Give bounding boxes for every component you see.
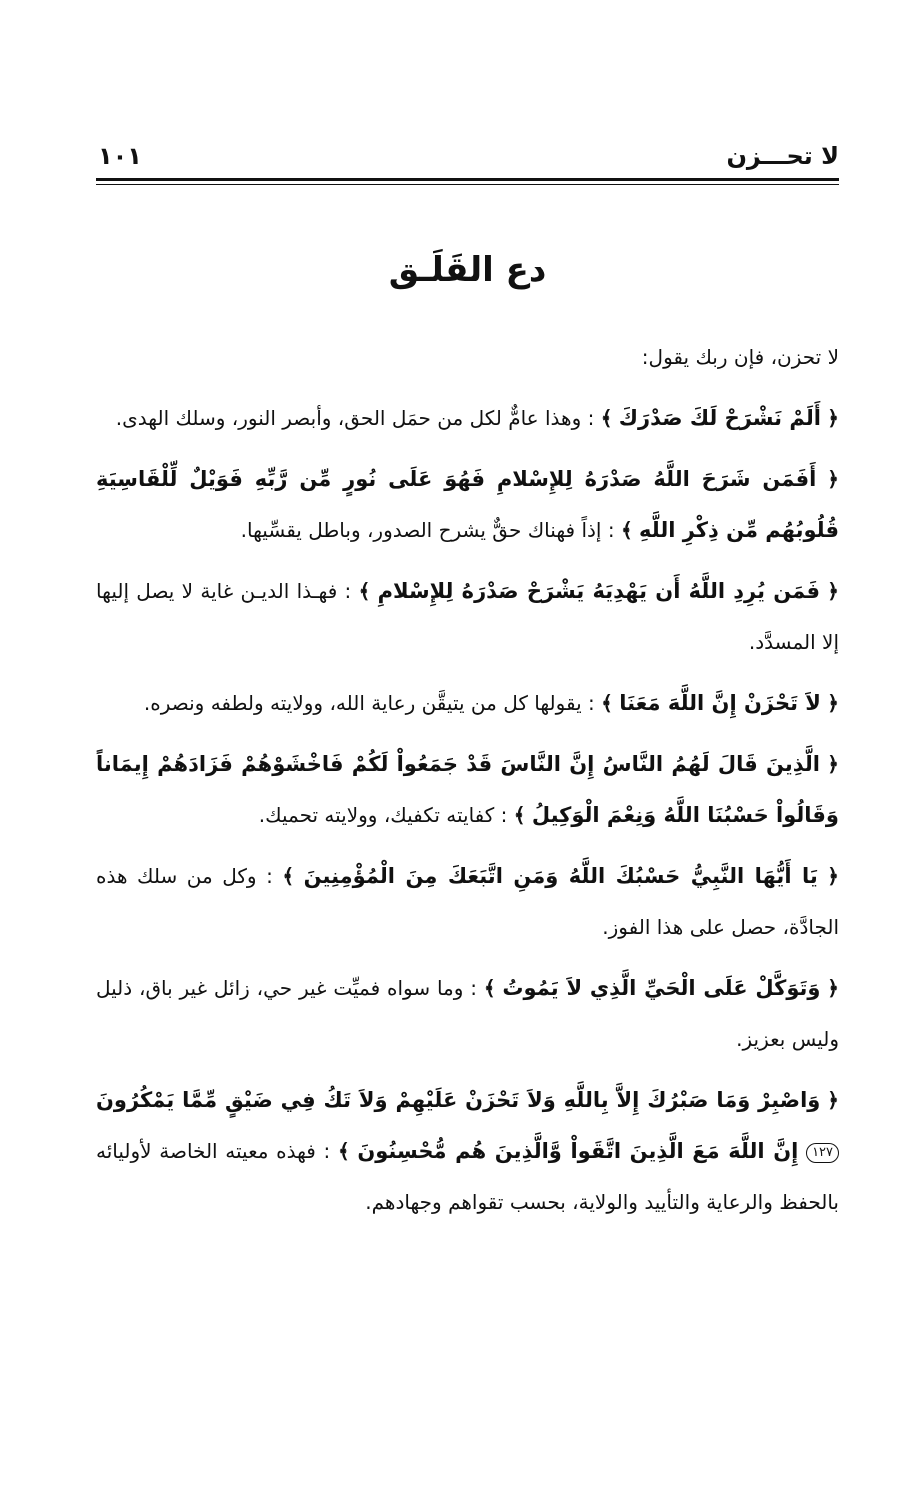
paragraph [96,739,839,841]
ornate-bracket-close: ﴾ [483,976,496,1000]
quran-verse: لاَ تَحْزَنْ إِنَّ اللَّهَ مَعَنَا [619,691,821,715]
quran-verse: الَّذِينَ قَالَ لَهُمُ النَّاسُ إِنَّ النَّاسَ قَدْ جَمَعُواْ لَكُمْ فَاخْشَوْهُمْ فَزَادَهُمْ إِيمَاناً وَقَالُواْ حَسْبُنَا اللَّهُ وَنِعْمَ الْوَكِيلُ [96,752,839,827]
header-rule-thin [96,184,839,185]
ornate-bracket-close: ﴾ [620,518,633,542]
quran-verse: أَفَمَن شَرَحَ اللَّهُ صَدْرَهُ لِلإِسْلامِ فَهُوَ عَلَى نُورٍ مِّن رَّبِّهِ فَوَيْلٌ لِّلْقَاسِيَةِ قُلُوبُهُم مِّن ذِكْرِ اللَّهِ [96,467,839,542]
ornate-bracket-close: ﴾ [282,864,295,888]
ornate-bracket-close: ﴾ [600,406,613,430]
commentary: : فهـذا الديـن غاية لا يصل إليها إلا المسدَّد. [96,579,839,654]
body-text [96,332,839,1238]
paragraph [96,393,839,444]
paragraph-intro: لا تحزن، فإن ربك يقول: [641,345,839,369]
chapter-title: دع القَلَـق [388,250,547,290]
page-number: ١٠١ [98,142,142,170]
commentary: : كفايته تكفيك، وولايته تحميك. [258,803,508,827]
commentary: : يقولها كل من يتيقَّن رعاية الله، وولايته ولطفه ونصره. [143,691,595,715]
quran-verse: وَتَوَكَّلْ عَلَى الْحَيِّ الَّذِي لاَ يَمُوتُ [502,976,821,1000]
quran-verse: يَا أَيُّهَا النَّبِيُّ حَسْبُكَ اللَّهُ وَمَنِ اتَّبَعَكَ مِنَ الْمُؤْمِنِينَ [303,864,818,888]
paragraph [96,566,839,668]
paragraph [96,332,839,383]
quran-verse: وَاصْبِرْ وَمَا صَبْرُكَ إِلاَّ بِاللَّهِ وَلاَ تَحْزَنْ عَلَيْهِمْ وَلاَ تَكُ فِي ضَيْقٍ مِّمَّا يَمْكُرُونَ [96,1088,821,1112]
paragraph [96,1075,839,1228]
ornate-bracket-open: ﴿ [827,1088,840,1112]
commentary: : وهذا عامٌّ لكل من حمَل الحق، وأبصر النور، وسلك الهدى. [115,406,595,430]
ornate-bracket-close: ﴾ [601,691,613,715]
ornate-bracket-open: ﴿ [827,864,840,888]
ornate-bracket-open: ﴿ [827,976,839,1000]
commentary: : وكل من سلك هذه الجادَّة، حصل على هذا الفوز. [96,864,839,939]
paragraph [96,851,839,953]
quran-verse: فَمَن يُرِدِ اللَّهُ أَن يَهْدِيَهُ يَشْرَحْ صَدْرَهُ لِلإِسْلامِ [377,579,820,603]
ornate-bracket-open: ﴿ [827,406,839,430]
quran-verse: أَلَمْ نَشْرَحْ لَكَ صَدْرَكَ [618,406,821,430]
commentary: : إذاً فهناك حقٌّ يشرح الصدور، وباطل يقسِّيها. [240,518,615,542]
ornate-bracket-close: ﴾ [337,1139,350,1163]
ornate-bracket-open: ﴿ [827,752,839,776]
commentary: : فهذه معيته الخاصة لأوليائه بالحفظ والرعاية والتأييد والولاية، بحسب تقواهم وجهادهم. [96,1139,839,1214]
commentary: : وما سواه فميِّت غير حي، زائل غير باق، ذليل وليس بعزيز. [96,976,839,1051]
ornate-bracket-close: ﴾ [513,803,526,827]
ornate-bracket-open: ﴿ [827,579,839,603]
paragraph [96,454,839,556]
running-header [96,140,839,176]
verse-number-marker: ١٢٧ [806,1143,839,1163]
quran-verse-continued: إِنَّ اللَّهَ مَعَ الَّذِينَ اتَّقَواْ وَّالَّذِينَ هُم مُّحْسِنُونَ [357,1139,799,1163]
ornate-bracket-close: ﴾ [358,579,371,603]
ornate-bracket-open: ﴿ [827,467,839,491]
paragraph [96,963,839,1065]
header-title: لا تحـــزن [726,142,839,170]
ornate-bracket-open: ﴿ [827,691,839,715]
header-rule-thick [96,178,839,181]
paragraph [96,678,839,729]
